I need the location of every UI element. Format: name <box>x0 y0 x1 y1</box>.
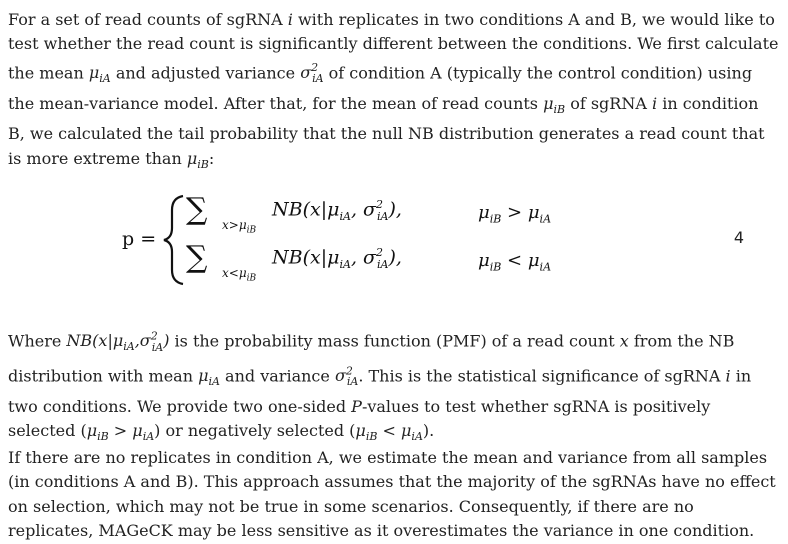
equation-block <box>0 188 788 298</box>
case1-sum: ∑ <box>186 192 208 227</box>
paragraph-2: Where $NB(x|\mu_{iA},\sigma^2_{iA})$ is the probability mass function (PMF) of a read count x from the NB distribution with mean $\mu_{iA}$ and variance $\sigma^2_{iA}$. This is the statistical significance of sgRNA i in two conditions. We provide two one-sided P-values to test whether sgRNA is positively selected $(\mu_{iB} > \mu_{iA})$ or negatively selected $(\mu_{iB} < \mu_{iA})$. <box>8 330 752 444</box>
case1-term: $NB(x|\mu_{iA}$, $\sigma^2_{iA}$), <box>272 198 402 224</box>
case2-condition: $\mu_{iB} < \mu_{iA}$ <box>478 250 552 274</box>
case2-subscript: $x<\mu_{iB}$ <box>222 266 257 284</box>
case1-condition: $\mu_{iB} > \mu_{iA}$ <box>478 202 552 226</box>
paragraph-1: For a set of read counts of sgRNA i with replicates in two conditions A and B, we would like to test whether the read count is significantly different between the conditions. We first calculate the mean $\mu_{iA}$ and adjusted variance $\sigma^2_{iA}$ of condition A (typically the control condition) using the mean-variance model. After that, for the mean of read counts $\mu_{iB}$ of sgRNA i in condition B, we calculated the tail probability that the null NB distribution generates a read count that is more extreme than $\mu_{iB}$: <box>8 10 779 171</box>
case1-subscript: $x>\mu_{iB}$ <box>222 218 257 236</box>
equation-number: 4 <box>733 228 744 247</box>
paragraph-3: If there are no replicates in condition A, we estimate the mean and variance from all samples (in conditions A and B). This approach assumes that the majority of the sgRNAs have no effect on selection, which may not be true in some scenarios. Consequently, if there are no replicates, MAGeCK may be less sensitive as it overestimates the variance in one condition. <box>8 448 776 541</box>
equation-lhs: p = <box>122 228 157 250</box>
case2-sum: ∑ <box>186 240 208 275</box>
case2-term: $NB(x|\mu_{iA}$, $\sigma^2_{iA}$), <box>272 246 402 272</box>
